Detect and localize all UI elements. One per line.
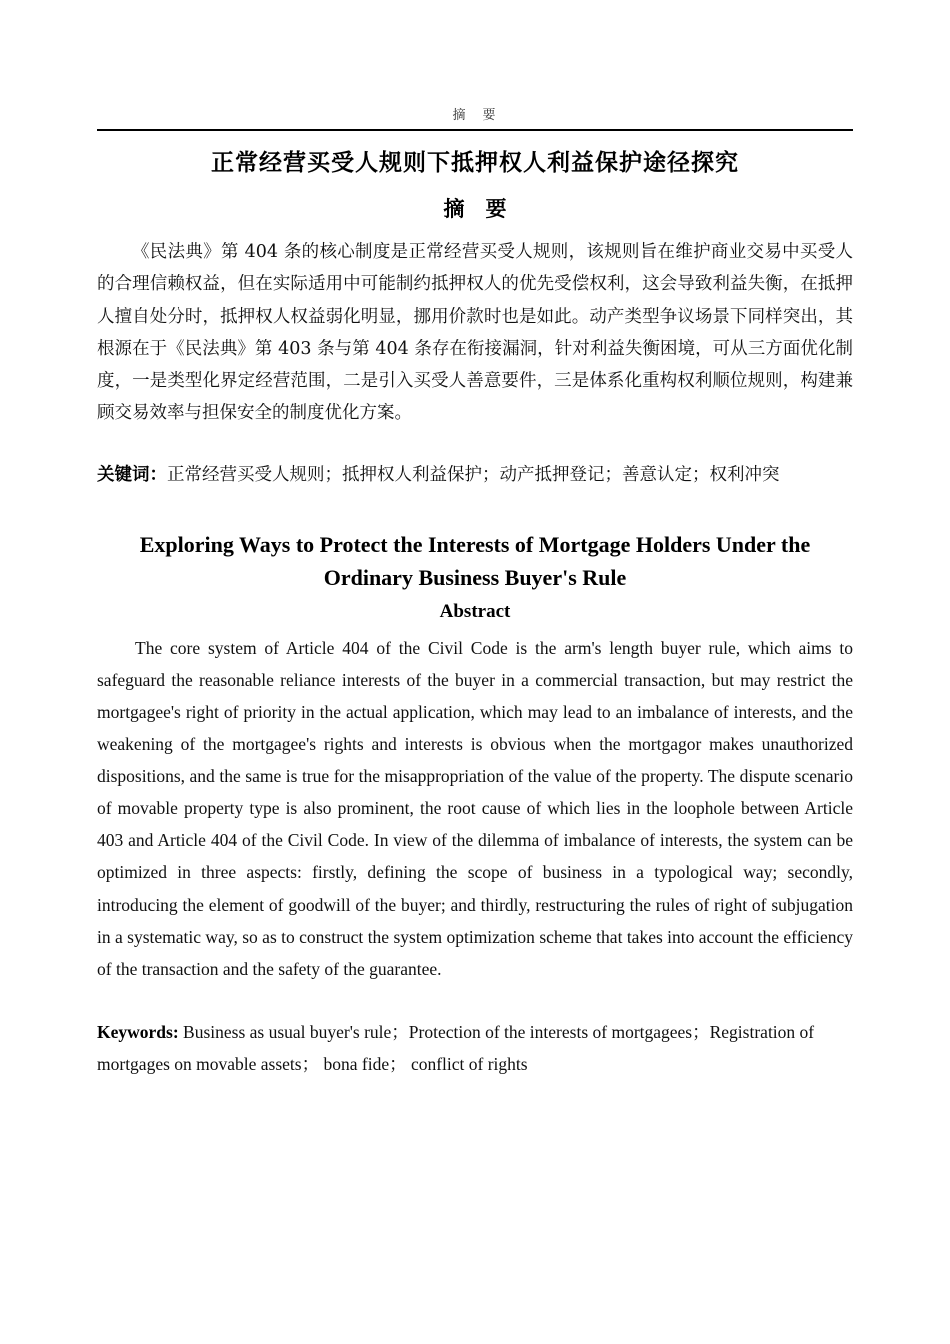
english-keywords-text: Business as usual buyer's rule；Protection of the interests of mortgagees；Registration of mortgages on movable assets； bona fide； conflict of rights [97,1021,815,1075]
english-keywords-label: Keywords: [97,1021,179,1042]
chinese-keywords-text: 正常经营买受人规则；抵押权人利益保护；动产抵押登记；善意认定；权利冲突 [167,464,780,485]
chinese-keywords-label: 关键词： [97,464,167,485]
running-header-text: 摘 要 [452,108,498,123]
english-keywords-line [97,1016,853,1081]
english-title: Exploring Ways to Protect the Interests of Mortgage Holders Under the Ordinary Business Buyer's Rule [139,531,811,590]
chinese-title: 正常经营买受人规则下抵押权人利益保护途径探究 [211,150,739,176]
running-header [97,104,853,131]
chinese-abstract-heading: 摘 要 [443,197,507,221]
english-abstract-heading: Abstract [439,600,511,622]
chinese-abstract-paragraph: 《民法典》第 404 条的核心制度是正常经营买受人规则，该规则旨在维护商业交易中买受人的合理信赖权益，但在实际适用中可能制约抵押权人的优先受偿权利，这会导致利益失衡，在抵押人擅自处分时，抵押权人权益弱化明显，挪用价款时也是如此。动产类型争议场景下同样突出，其根源在于《民法典》第 403 条与第 404 条存在衔接漏洞，针对利益失衡困境，可从三方面优化制度，一是类型化界定经营范围，二是引入买受人善意要件，三是体系化重构权利顺位规则，构建兼顾交易效率与担保安全的制度优化方案。 [97,242,853,424]
chinese-keywords-line [97,459,853,491]
page-content [97,104,853,1081]
english-abstract-paragraph: The core system of Article 404 of the Civil Code is the arm's length buyer rule, which aims to safeguard the reasonable reliance interests of the buyer in a commercial transaction, but may restrict the mortgagee's right of priority in the actual application, which may lead to an imbalance of interests, and the weakening of the mortgagee's rights and interests is obvious when the mortgagor makes unauthorized dispositions, and the same is true for the misappropriation of the value of the property. The dispute scenario of movable property type is also prominent, the root cause of which lies in the loophole between Article 403 and Article 404 of the Civil Code. In view of the dilemma of imbalance of interests, the system can be optimized in three aspects: firstly, defining the scope of business in a typological way; secondly, introducing the element of goodwill of the buyer; and thirdly, restructuring the rules of right of subjugation in a systematic way, so as to construct the system optimization scheme that takes into account the efficiency of the transaction and the safety of the guarantee. [97,637,853,979]
